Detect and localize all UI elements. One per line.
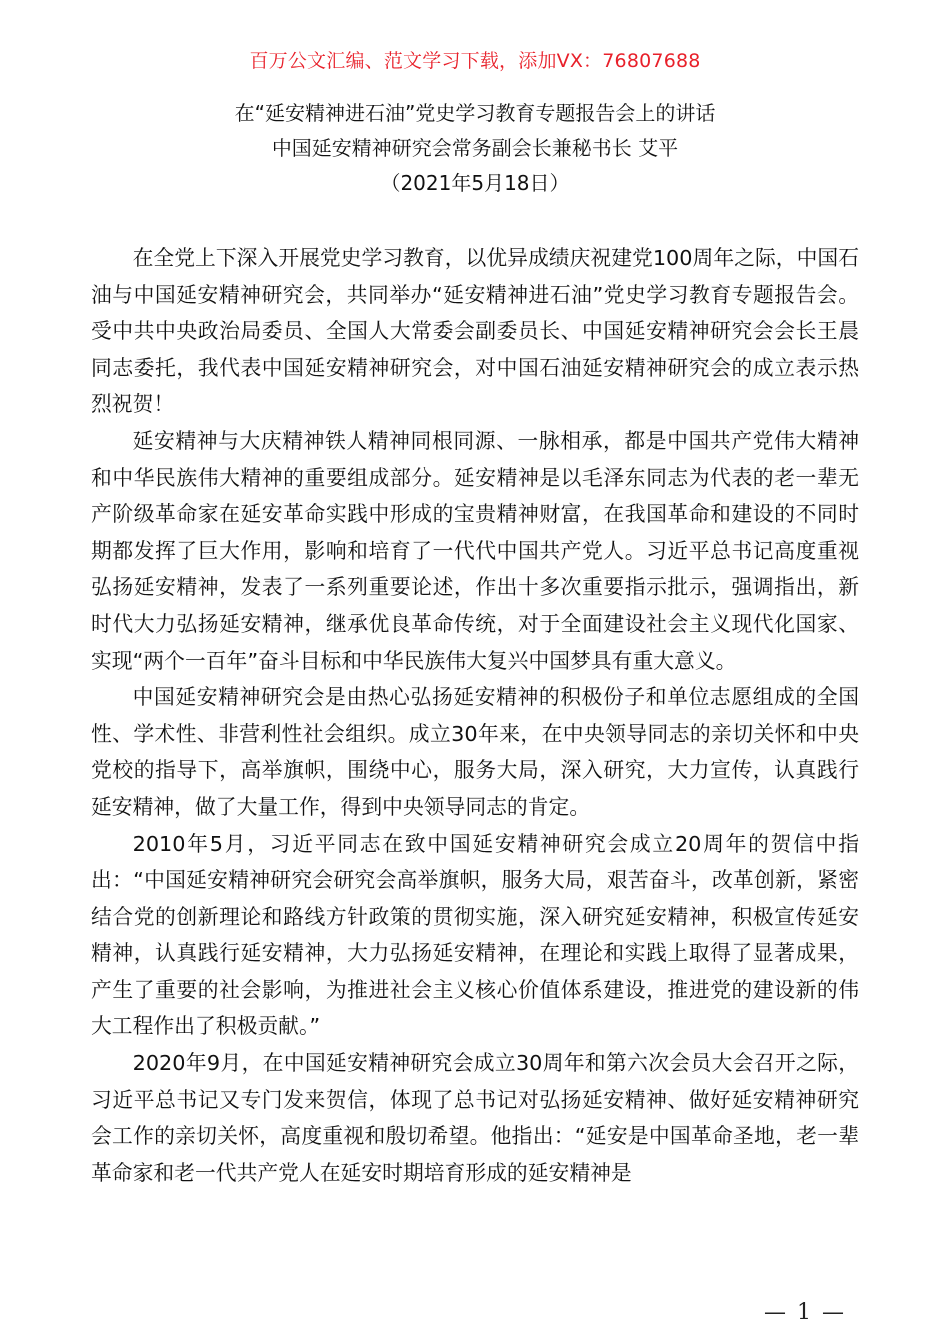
page-number: — 1 — — [764, 1300, 846, 1325]
promo-banner: 百万公文汇编、范文学习下载，添加VX：76807688 — [249, 50, 701, 72]
paragraph-1: 在全党上下深入开展党史学习教育，以优异成绩庆祝建党100周年之际，中国石油与中国延安精神研究会，共同举办“延安精神进石油”党史学习教育专题报告会。受中共中央政治局委员、全国人大常委会副委员长、中国延安精神研究会会长王晨同志委托，我代表中国延安精神研究会，对中国石油延安精神研究会的成立表示热烈祝贺！ — [91, 246, 859, 417]
speech-title: 在“延安精神进石油”党史学习教育专题报告会上的讲话 — [234, 101, 716, 125]
document-body — [91, 240, 859, 1191]
speaker-line: 中国延安精神研究会常务副会长兼秘书长 艾平 — [271, 136, 679, 160]
speech-date: （2021年5月18日） — [380, 171, 570, 195]
paragraph-2: 延安精神与大庆精神铁人精神同根同源、一脉相承，都是中国共产党伟大精神和中华民族伟大精神的重要组成部分。延安精神是以毛泽东同志为代表的老一辈无产阶级革命家在延安革命实践中形成的宝贵精神财富，在我国革命和建设的不同时期都发挥了巨大作用，影响和培育了一代代中国共产党人。习近平总书记高度重视弘扬延安精神，发表了一系列重要论述，作出十多次重要指示批示，强调指出，新时代大力弘扬延安精神，继承优良革命传统，对于全面建设社会主义现代化国家、实现“两个一百年”奋斗目标和中华民族伟大复兴中国梦具有重大意义。 — [91, 428, 859, 673]
paragraph-3: 中国延安精神研究会是由热心弘扬延安精神的积极份子和单位志愿组成的全国性、学术性、非营利性社会组织。成立30年来，在中央领导同志的亲切关怀和中央党校的指导下，高举旗帜，围绕中心，服务大局，深入研究，大力宣传，认真践行延安精神，做了大量工作，得到中央领导同志的肯定。 — [91, 685, 859, 819]
title-block — [0, 96, 950, 201]
paragraph-5: 2020年9月，在中国延安精神研究会成立30周年和第六次会员大会召开之际，习近平总书记又专门发来贺信，体现了总书记对弘扬延安精神、做好延安精神研究会工作的亲切关怀，高度重视和殷切希望。他指出：“延安是中国革命圣地，老一辈革命家和老一代共产党人在延安时期培育形成的延安精神是 — [91, 1051, 859, 1185]
paragraph-4: 2010年5月，习近平同志在致中国延安精神研究会成立20周年的贺信中指出：“中国延安精神研究会研究会高举旗帜，服务大局，艰苦奋斗，改革创新，紧密结合党的创新理论和路线方针政策的贯彻实施，深入研究延安精神，积极宣传延安精神，认真践行延安精神，大力弘扬延安精神，在理论和实践上取得了显著成果，产生了重要的社会影响，为推进社会主义核心价值体系建设，推进党的建设新的伟大工程作出了积极贡献。” — [91, 831, 859, 1039]
